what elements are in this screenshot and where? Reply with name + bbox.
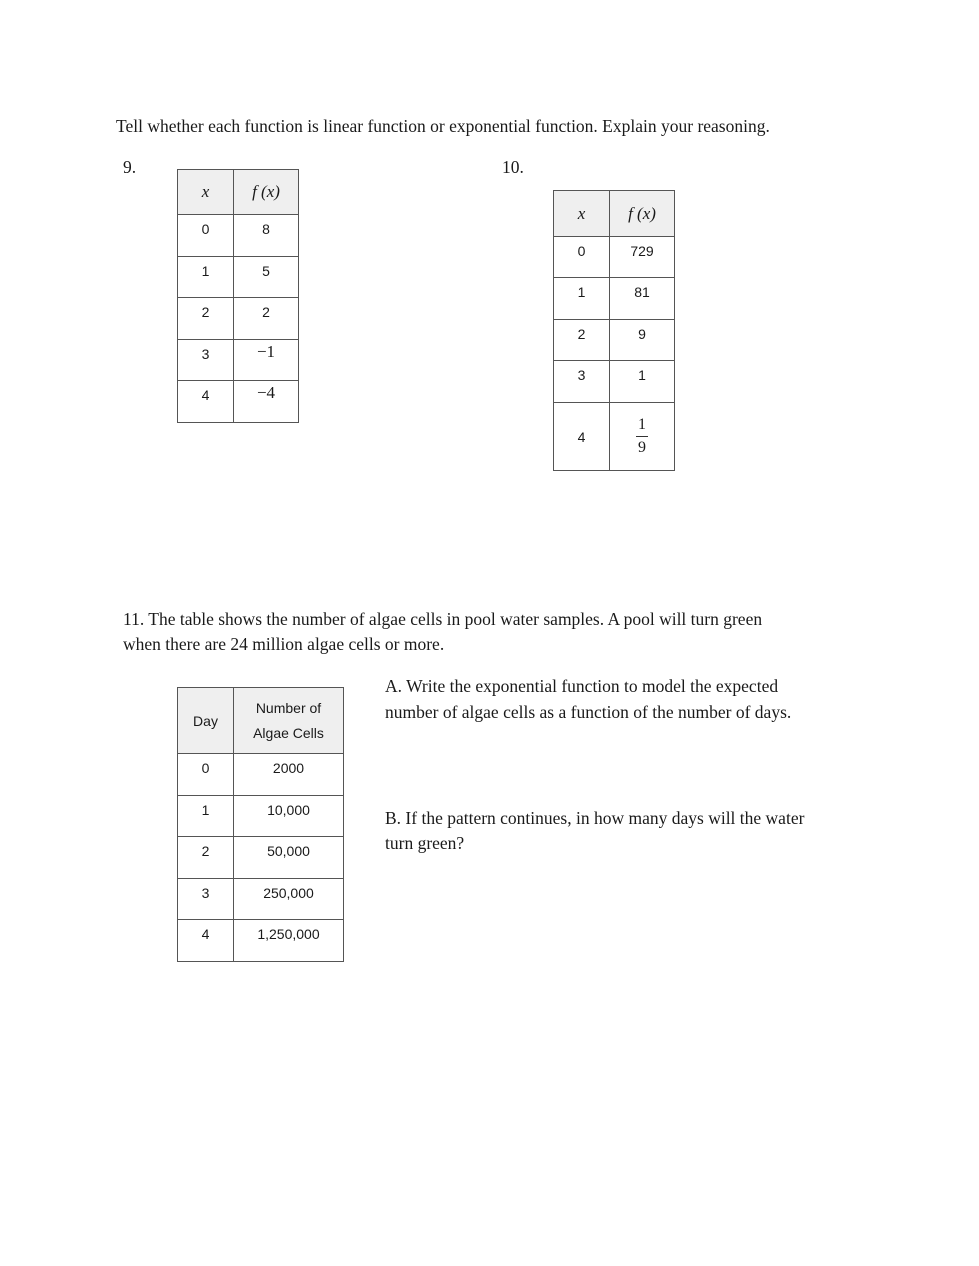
table-header-day: Day — [178, 688, 234, 754]
problem-9-number: 9. — [123, 157, 137, 177]
problem-11-line-2: when there are 24 million algae cells or more. — [123, 634, 445, 654]
fraction-one-ninth: $\frac{1}{9}$ — [638, 416, 646, 456]
problem-11-line-1: 11. The table shows the number of algae cells in pool water samples. A pool will turn green — [123, 609, 763, 629]
algae-table — [177, 687, 344, 962]
table-header-x: x — [554, 191, 610, 237]
table-row: 1 10,000 — [178, 796, 344, 837]
problem-9-table — [177, 169, 299, 423]
problem-10-number: 10. — [502, 157, 524, 177]
table-row: 3 250,000 — [178, 879, 344, 920]
table-header-fx: f (x) — [234, 170, 299, 215]
part-a-line-1: A. Write the exponential function to model the expected — [385, 676, 779, 696]
table-row: 4 −4 — [178, 381, 299, 423]
table-header-x: x — [178, 170, 234, 215]
table-header-fx: f (x) — [610, 191, 675, 237]
table-row: 1 81 — [554, 278, 675, 320]
table-row: 0 2000 — [178, 754, 344, 796]
table-row: 4 $\frac{1}{9}$ — [554, 403, 675, 471]
instructions-text: Tell whether each function is linear function or exponential function. Explain your reasoning. — [116, 116, 770, 136]
part-b-line-2: turn green? — [385, 833, 465, 853]
table-row: 0 8 — [178, 215, 299, 257]
table-row: 4 1,250,000 — [178, 920, 344, 962]
table-row: 2 50,000 — [178, 837, 344, 879]
part-a-line-2: number of algae cells as a function of the number of days. — [385, 702, 792, 722]
table-header-cells: Number of Algae Cells — [234, 688, 344, 754]
table-row: 3 −1 — [178, 340, 299, 381]
table-row: 2 9 — [554, 320, 675, 361]
part-b-line-1: B. If the pattern continues, in how many days will the water — [385, 808, 805, 828]
table-row: 1 5 — [178, 257, 299, 298]
table-row: 3 1 — [554, 361, 675, 403]
table-row: 0 729 — [554, 237, 675, 278]
problem-10-table — [553, 190, 675, 471]
table-row: 2 2 — [178, 298, 299, 340]
